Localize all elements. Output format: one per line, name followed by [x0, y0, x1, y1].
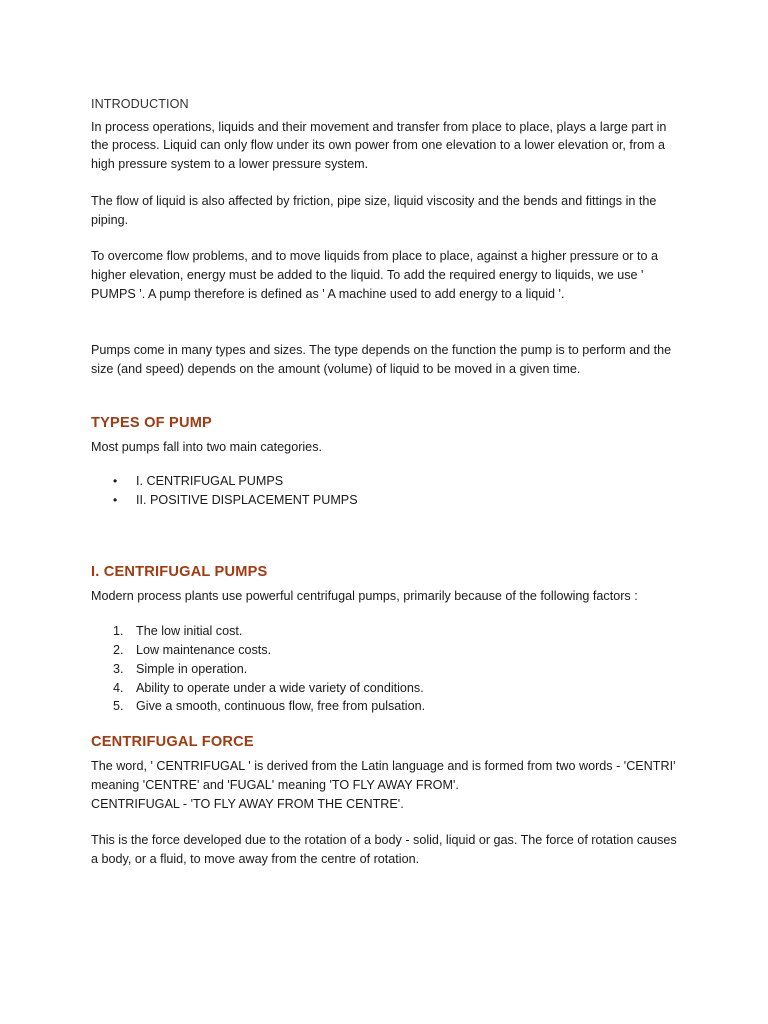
bullet-icon: •: [113, 493, 118, 508]
centrifugal-factors-list: [91, 622, 681, 716]
list-item-text: Give a smooth, continuous flow, free from pulsation.: [136, 699, 426, 714]
list-number: 4.: [113, 680, 124, 695]
force-line-1: The word, ' CENTRIFUGAL ' is derived from the Latin language and is formed from two words - 'CENTRI' meaning 'CENTRE' and 'FUGAL' meaning 'TO FLY AWAY FROM'.: [91, 759, 676, 792]
list-item: [91, 660, 681, 679]
list-item-text: II. POSITIVE DISPLACEMENT PUMPS: [136, 493, 358, 508]
list-item-text: Simple in operation.: [136, 661, 248, 676]
centrifugal-section-title: I. CENTRIFUGAL PUMPS: [91, 564, 268, 581]
list-item: [91, 622, 681, 641]
list-number: 3.: [113, 661, 124, 676]
document-page: [91, 95, 681, 869]
list-item-text: I. CENTRIFUGAL PUMPS: [136, 474, 284, 489]
list-number: 5.: [113, 699, 124, 714]
intro-heading: INTRODUCTION: [91, 97, 189, 111]
list-item: [91, 641, 681, 660]
force-paragraph: This is the force developed due to the rotation of a body - solid, liquid or gas. The force of rotation causes a body, or a fluid, to move away from the centre of rotation.: [91, 833, 677, 866]
list-number: 2.: [113, 642, 124, 657]
list-item: [91, 472, 681, 491]
force-line-2: CENTRIFUGAL - 'TO FLY AWAY FROM THE CENTRE'.: [91, 796, 404, 811]
types-intro: Most pumps fall into two main categories.: [91, 439, 322, 454]
intro-paragraph-4: Pumps come in many types and sizes. The type depends on the function the pump is to perform and the size (and speed) depends on the amount (volume) of liquid to be moved in a given time.: [91, 343, 672, 377]
list-number: 1.: [113, 624, 124, 639]
list-item-text: Ability to operate under a wide variety of conditions.: [136, 680, 424, 695]
intro-paragraph-2: The flow of liquid is also affected by friction, pipe size, liquid viscosity and the bends and fittings in the piping.: [91, 193, 657, 227]
list-item: [91, 491, 681, 510]
intro-paragraph-1: In process operations, liquids and their movement and transfer from place to place, plays a large part in the process. Liquid can only flow under its own power from one elevation to a lower elevation or, from a high pressure system to a lower pressure system.: [91, 119, 667, 172]
types-list: [91, 472, 681, 510]
list-item-text: The low initial cost.: [136, 624, 243, 639]
list-item-text: Low maintenance costs.: [136, 642, 272, 657]
list-item: [91, 679, 681, 698]
list-item: [91, 697, 681, 716]
bullet-icon: •: [113, 474, 118, 489]
intro-paragraph-3: To overcome flow problems, and to move liquids from place to place, against a higher pressure or to a higher elevation, energy must be added to the liquid. To add the required energy to liquids, we use ' PUMPS '. A pump therefore is defined as ' A machine used to add energy to a liquid '.: [91, 249, 659, 301]
centrifugal-intro: Modern process plants use powerful centrifugal pumps, primarily because of the following factors :: [91, 589, 638, 604]
force-section-title: CENTRIFUGAL FORCE: [91, 734, 254, 751]
types-section-title: TYPES OF PUMP: [91, 414, 212, 431]
